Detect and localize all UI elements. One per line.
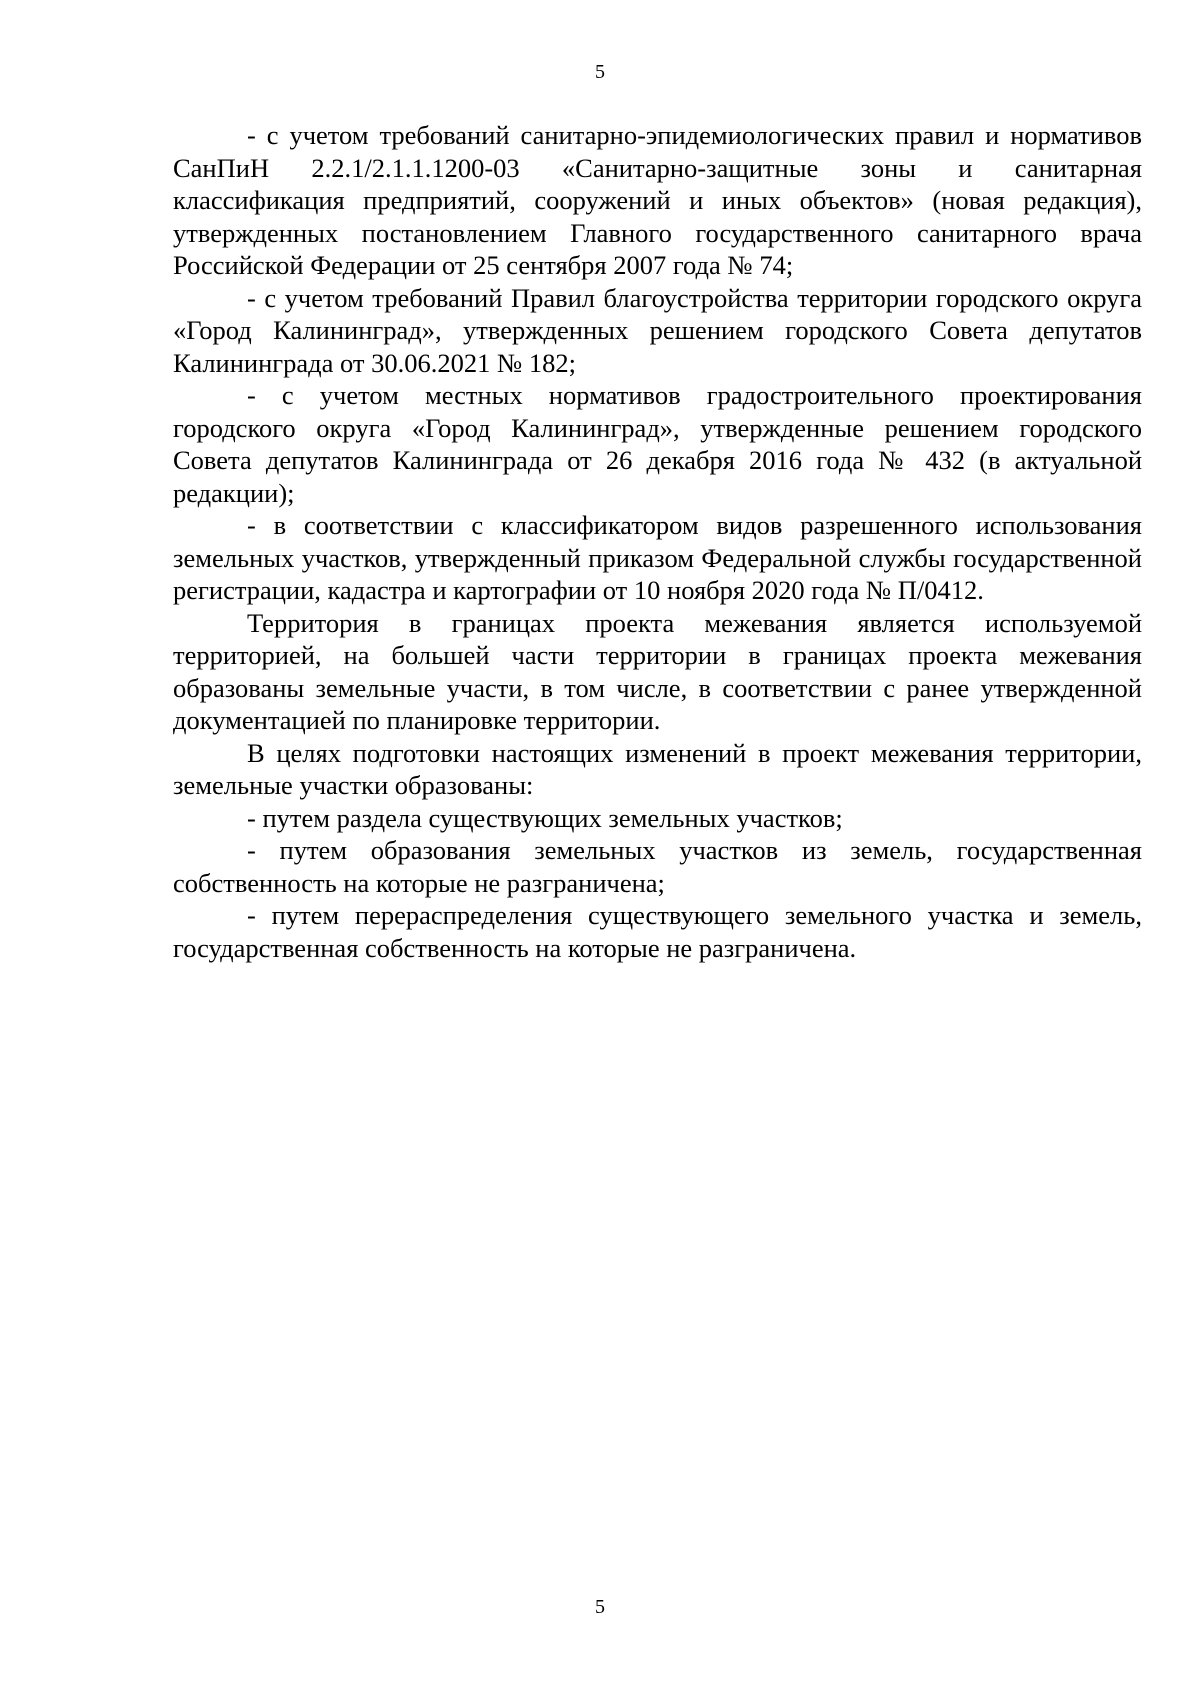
- paragraph-improvement-rules: - с учетом требований Правил благоустройства территории городского округа «Город Калининград», утвержденных решением городского Совета депутатов Калининграда от 30.06.2021 № 182;: [173, 282, 1142, 378]
- list-item-division: - путем раздела существующих земельных участков;: [247, 802, 843, 833]
- list-item-redistribution: - путем перераспределения существующего земельного участка и земель, государственная собственность на которые не разграничена.: [173, 900, 1142, 963]
- paragraph-land-use-classifier: - в соответствии с классификатором видов разрешенного использования земельных участков, утвержденный приказом Федеральной службы государственной регистрации, кадастра и картографии от 10 ноября 2020 года № П/0412.: [173, 510, 1142, 605]
- paragraph-territory-description: Территория в границах проекта межевания является используемой территорией, на большей части территории в границах проекта межевания образованы земельные участи, в том числе, в соответствии с ранее утвержденной документацией по планировке территории.: [173, 607, 1142, 735]
- paragraph-land-plots-formed: В целях подготовки настоящих изменений в проект межевания территории, земельные участки образованы:: [173, 737, 1142, 800]
- page-number-bottom: 5: [595, 1596, 605, 1618]
- document-body: [173, 119, 1142, 964]
- paragraph-sanpin-requirements: - с учетом требований санитарно-эпидемиологических правил и нормативов СанПиН 2.2.1/2.1.1.1200-03 «Санитарно-защитные зоны и санитарная классификация предприятий, сооружений и иных объектов» (новая редакция), утвержденных постановлением Главного государственного санитарного врача Российской Федерации от 25 сентября 2007 года № 74;: [173, 120, 1142, 280]
- paragraph-local-standards: - с учетом местных нормативов градостроительного проектирования городского округа «Город Калининград», утвержденные решением городского Совета депутатов Калининграда от 26 декабря 2016 года № 432 (в актуальной редакции);: [173, 380, 1142, 508]
- list-item-formation: - путем образования земельных участков из земель, государственная собственность на которые не разграничена;: [173, 835, 1142, 898]
- page-number-top: 5: [595, 61, 605, 83]
